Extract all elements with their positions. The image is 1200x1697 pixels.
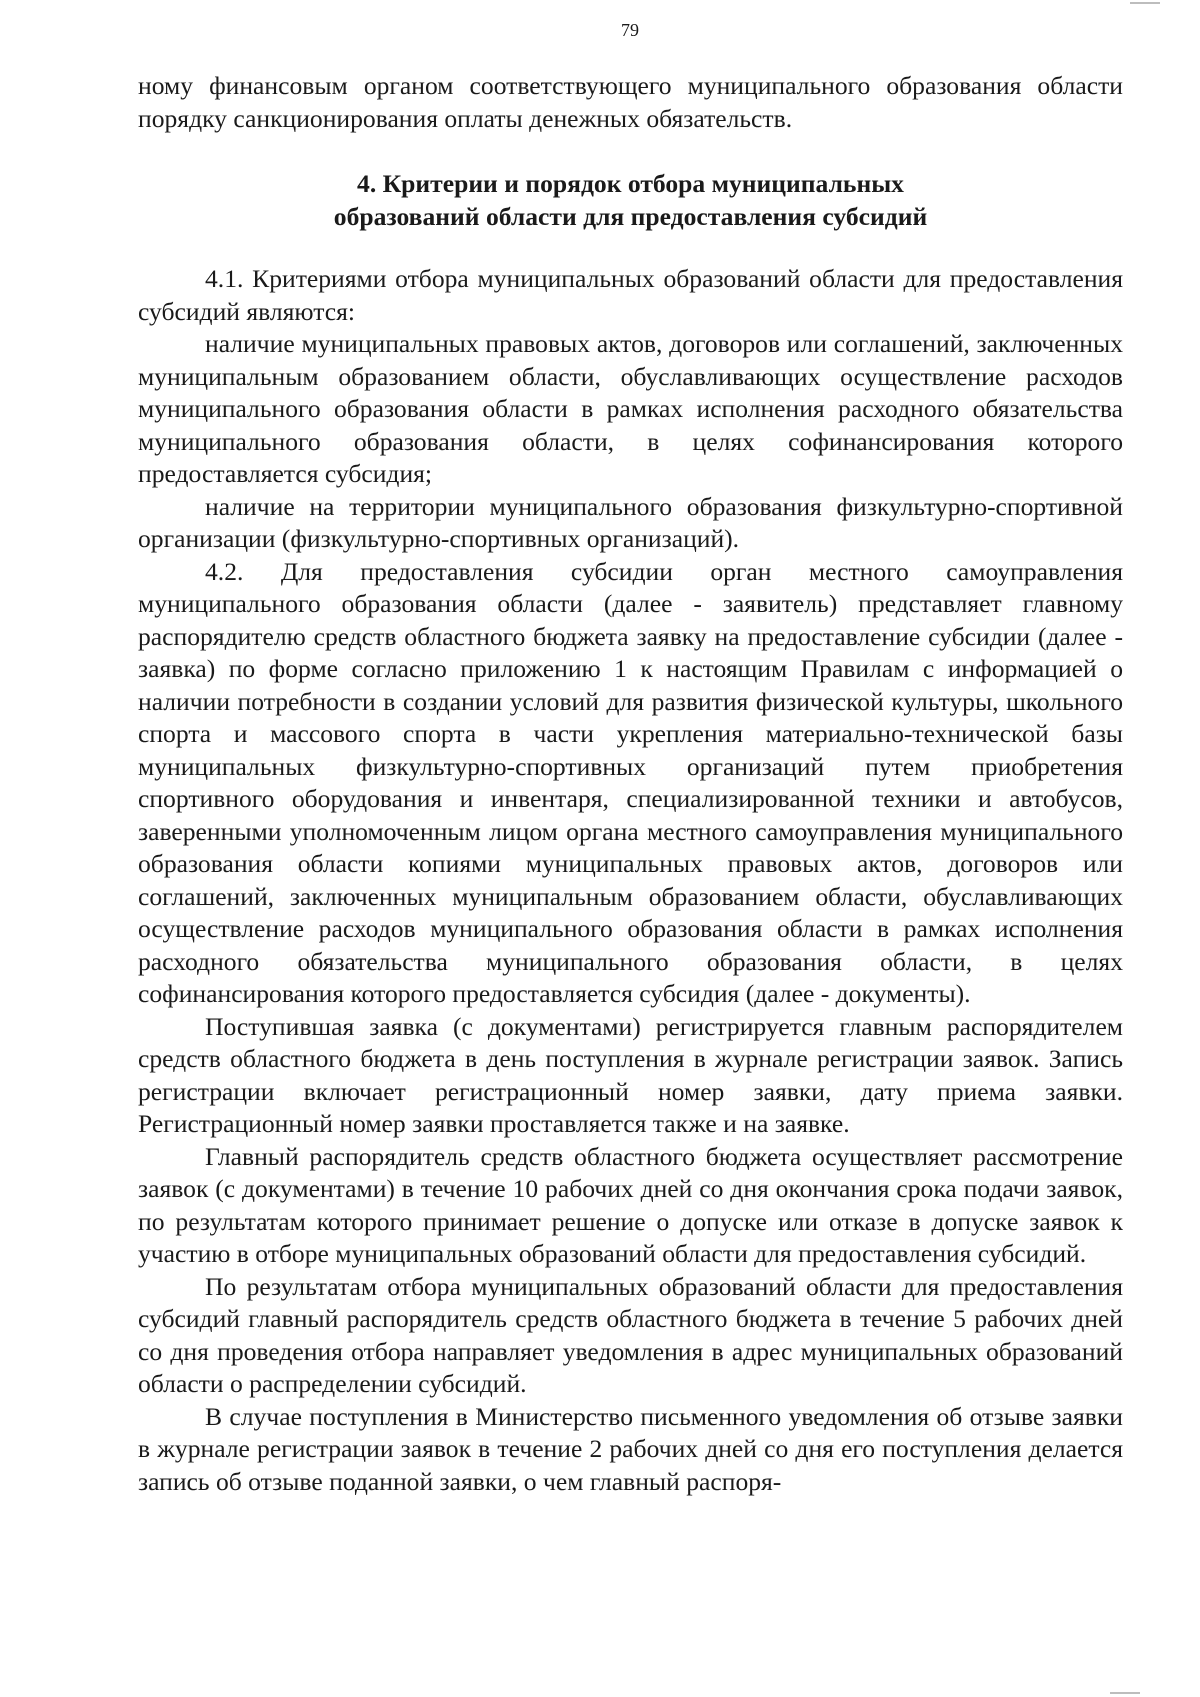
paragraph-4-1: 4.1. Критериями отбора муниципальных образований области для предоставления субсидий являются: xyxy=(138,264,1123,326)
scan-artifact-bottom xyxy=(1110,1692,1140,1694)
section-heading xyxy=(138,168,1123,233)
paragraph-notification: По результатам отбора муниципальных образований области для предоставления субсидий главный распорядитель средств областного бюджета в течение 5 рабочих дней со дня проведения отбора направляет уведомления в адрес муниципальных образований области о распределении субсидий. xyxy=(138,1271,1123,1398)
document-body xyxy=(138,70,1123,1498)
continuation-paragraph: ному финансовым органом соответствующего муниципального образования области порядку санкционирования оплаты денежных обязательств. xyxy=(138,71,1123,133)
section-heading-line-1: 4. Критерии и порядок отбора муниципальных xyxy=(357,169,904,198)
criteria-item-legal-acts: наличие муниципальных правовых актов, договоров или соглашений, заключенных муниципальным образованием области, обуславливающих осуществление расходов муниципального образования области в рамках исполнения расходного обязательства муниципального образования области, в целях софинансирования которого предоставляется субсидия; xyxy=(138,329,1123,488)
paragraph-registration: Поступившая заявка (с документами) регистрируется главным распорядителем средств областного бюджета в день поступления в журнале регистрации заявок. Запись регистрации включает регистрационный номер заявки, дату приема заявки. Регистрационный номер заявки проставляется также и на заявке. xyxy=(138,1011,1123,1138)
page-number: 79 xyxy=(621,20,639,40)
section-heading-line-2: образований области для предоставления субсидий xyxy=(333,201,928,231)
scan-artifact-top xyxy=(1130,2,1160,4)
criteria-item-sports-organization: наличие на территории муниципального образования физкультурно-спортивной организации (физкультурно-спортивных организаций). xyxy=(138,491,1123,553)
paragraph-4-2: 4.2. Для предоставления субсидии орган местного самоуправления муниципального образования области (далее - заявитель) представляет главному распорядителю средств областного бюджета заявку на предоставление субсидии (далее - заявка) по форме согласно приложению 1 к настоящим Правилам с информацией о наличии потребности в создании условий для развития физической культуры, школьного спорта и массового спорта в части укрепления материально-технической базы муниципальных физкультурно-спортивных организаций путем приобретения спортивного оборудования и инвентаря, специализированной техники и автобусов, заверенными уполномоченным лицом органа местного самоуправления муниципального образования области копиями муниципальных правовых актов, договоров или соглашений, заключенных муниципальным образованием области, обуславливающих осуществление расходов муниципального образования области в рамках исполнения расходного обязательства муниципального образования области, в целях софинансирования которого предоставляется субсидия (далее - документы). xyxy=(138,556,1123,1008)
paragraph-review: Главный распорядитель средств областного бюджета осуществляет рассмотрение заявок (с документами) в течение 10 рабочих дней со дня окончания срока подачи заявок, по результатам которого принимает решение о допуске или отказе в допуске заявок к участию в отборе муниципальных образований области для предоставления субсидий. xyxy=(138,1141,1123,1268)
paragraph-withdrawal: В случае поступления в Министерство письменного уведомления об отзыве заявки в журнале регистрации заявок в течение 2 рабочих дней со дня его поступления делается запись об отзыве поданной заявки, о чем главный распоря- xyxy=(138,1401,1123,1496)
